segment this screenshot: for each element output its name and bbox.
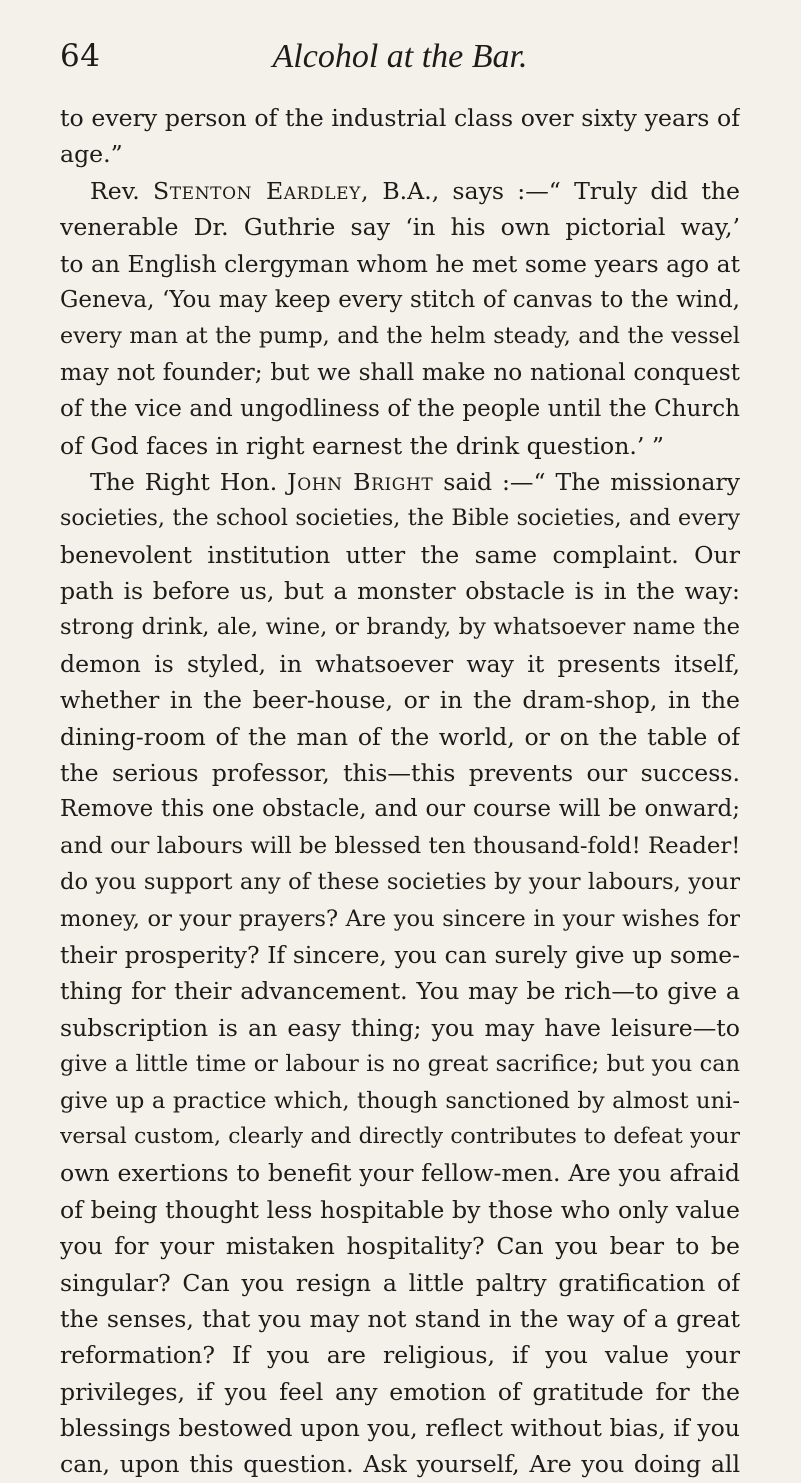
text-line: give a little time or labour is no great sacrifice; but you can bbox=[60, 1051, 740, 1078]
text-line: the serious professor, this—this prevents our success. bbox=[60, 759, 740, 788]
text-line: to an English clergyman whom he met some years ago at bbox=[60, 249, 740, 278]
page-number: 64 bbox=[60, 38, 101, 74]
text-line: societies, the school societies, the Bible societies, and every bbox=[60, 505, 740, 532]
running-title: Alcohol at the Bar. bbox=[272, 38, 528, 75]
text-line: of being thought less hospitable by those who only value bbox=[60, 1195, 740, 1224]
text-line bbox=[60, 173, 740, 209]
text-line: may not founder; but we shall make no national conquest bbox=[60, 358, 740, 386]
text-line: give up a practice which, though sanctioned by almost uni- bbox=[60, 1087, 740, 1114]
line-segment: Rev. bbox=[90, 176, 153, 205]
text-line: path is before us, but a monster obstacle is in the way: bbox=[60, 577, 740, 606]
text-line: singular? Can you resign a little paltry gratification of bbox=[60, 1268, 740, 1297]
text-line: venerable Dr. Guthrie say ‘in his own pictorial way,’ bbox=[60, 213, 740, 242]
text-line: the senses, that you may not stand in the way of a great bbox=[60, 1304, 740, 1333]
text-line: Geneva, ‘You may keep every stitch of canvas to the wind, bbox=[60, 286, 740, 313]
text-line: dining-room of the man of the world, or on the table of bbox=[60, 722, 740, 751]
text-line bbox=[60, 464, 740, 500]
text-line: every man at the pump, and the helm steady, and the vessel bbox=[60, 323, 740, 350]
line-segment: B.A., says :—“ Truly did the bbox=[369, 176, 740, 205]
body-text bbox=[60, 100, 740, 1483]
text-line: Remove this one obstacle, and our course will be onward; bbox=[60, 796, 740, 823]
text-line: of the vice and ungodliness of the people until the Church bbox=[60, 396, 740, 423]
text-line: whether in the beer-house, or in the dram-shop, in the bbox=[60, 686, 740, 715]
text-line: age.” bbox=[60, 140, 123, 169]
text-line: versal custom, clearly and directly contributes to defeat your bbox=[60, 1123, 740, 1149]
text-line: blessings bestowed upon you, reflect without bias, if you bbox=[60, 1414, 740, 1443]
text-line: own exertions to benefit your fellow-men. Are you afraid bbox=[60, 1159, 740, 1188]
text-line: strong drink, ale, wine, or brandy, by whatsoever name the bbox=[60, 614, 740, 641]
text-line: thing for their advancement. You may be rich—to give a bbox=[60, 977, 740, 1006]
text-line: of God faces in right earnest the drink question.’ ” bbox=[60, 431, 664, 460]
text-line: money, or your prayers? Are you sincere in your wishes for bbox=[60, 905, 740, 932]
text-line: privileges, if you feel any emotion of gratitude for the bbox=[60, 1377, 740, 1406]
text-line: their prosperity? If sincere, you can surely give up some- bbox=[60, 940, 740, 969]
speaker-name: Stenton Eardley, bbox=[152, 176, 370, 205]
line-segment: The Right Hon. bbox=[90, 467, 288, 496]
text-line: can, upon this question. Ask yourself, Are you doing all bbox=[60, 1450, 740, 1479]
text-line: and our labours will be blessed ten thousand-fold! Reader! bbox=[60, 832, 740, 859]
page-header bbox=[60, 38, 740, 84]
text-line: demon is styled, in whatsoever way it presents itself, bbox=[60, 649, 740, 678]
text-line: do you support any of these societies by your labours, your bbox=[60, 869, 740, 896]
text-line: benevolent institution utter the same complaint. Our bbox=[60, 540, 740, 569]
text-line: subscription is an easy thing; you may have leisure—to bbox=[60, 1013, 740, 1042]
text-line: reformation? If you are religious, if you value your bbox=[60, 1341, 740, 1370]
line-segment: said :—“ The missionary bbox=[433, 467, 740, 496]
speaker-name: John Bright bbox=[287, 467, 434, 496]
text-line: to every person of the industrial class over sixty years of bbox=[60, 104, 740, 132]
text-line: you for your mistaken hospitality? Can you bear to be bbox=[60, 1232, 740, 1261]
